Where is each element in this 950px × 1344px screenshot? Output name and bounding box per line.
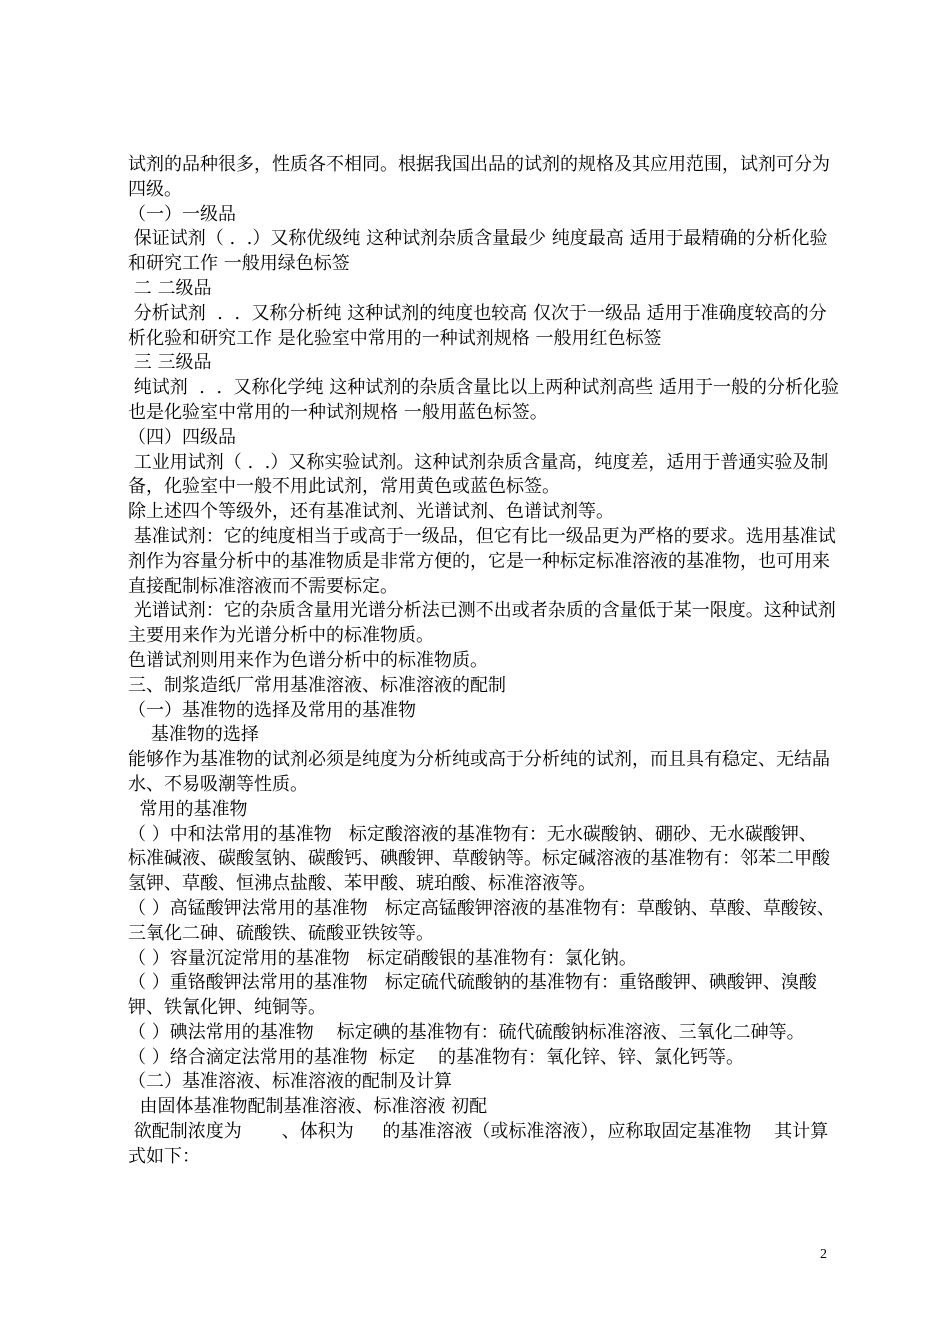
list-item: （ ）重铬酸钾法常用的基准物 标定硫代硫酸钠的基准物有：重铬酸钾、碘酸钾、溴酸钾、铁氰化钾、纯铜等。 xyxy=(128,972,817,1019)
section-heading: （二）基准溶液、标准溶液的配制及计算 xyxy=(128,1071,452,1093)
list-item: （ ）络合滴定法常用的基准物 标定 的基准物有：氧化锌、锌、氯化钙等。 xyxy=(128,1046,745,1068)
section-heading: 二 二级品 xyxy=(128,277,212,299)
paragraph: 工业用试剂（ . .）又称实验试剂。这种试剂杂质含量高，纯度差，适用于普通实验及制备，化验室中一般不用此试剂，常用黄色或蓝色标签。 xyxy=(128,451,829,498)
subsection-heading: 常用的基准物 xyxy=(128,798,248,820)
paragraph: 基准试剂：它的纯度相当于或高于一级品，但它有比一级品更为严格的要求。选用基准试剂作为容量分析中的基准物质是非常方便的，它是一种标定标准溶液的基准物，也可用来直接配制标准溶液而不需要标定。 xyxy=(128,525,836,597)
page-number: 2 xyxy=(820,1247,827,1262)
paragraph: 纯试剂 . . 又称化学纯 这种试剂的杂质含量比以上两种试剂高些 适用于一般的分析化验 也是化验室中常用的一种试剂规格 一般用蓝色标签。 xyxy=(128,377,845,423)
document-body xyxy=(128,153,845,1170)
paragraph: 除上述四个等级外，还有基准试剂、光谱试剂、色谱试剂等。 xyxy=(128,501,614,523)
subsection-heading: 基准物的选择 xyxy=(128,724,259,746)
paragraph: 欲配制浓度为 、体积为 的基准溶液（或标准溶液），应称取固定基准物 其计算式如下： xyxy=(128,1121,829,1167)
paragraph: 能够作为基准物的试剂必须是纯度为分析纯或高于分析纯的试剂，而且具有稳定、无结晶水、不易吸潮等性质。 xyxy=(128,749,830,795)
list-item: （ ）高锰酸钾法常用的基准物 标定高锰酸钾溶液的基准物有：草酸钠、草酸、草酸铵、三氧化二砷、硫酸铁、硫酸亚铁铵等。 xyxy=(128,897,835,944)
paragraph: 保证试剂（ . .）又称优级纯 这种试剂杂质含量最少 纯度最高 适用于最精确的分析化验和研究工作 一般用绿色标签 xyxy=(128,228,828,275)
section-heading: 三 三级品 xyxy=(128,352,212,374)
paragraph: 分析试剂 . . 又称分析纯 这种试剂的纯度也较高 仅次于一级品 适用于准确度较高的分析化验和研究工作 是化验室中常用的一种试剂规格 一般用红色标签 xyxy=(128,302,827,349)
section-heading: （四）四级品 xyxy=(128,426,236,448)
section-heading: （一）基准物的选择及常用的基准物 xyxy=(128,699,416,721)
paragraph: 试剂的品种很多，性质各不相同。根据我国出品的试剂的规格及其应用范围，试剂可分为四级。 xyxy=(128,154,830,200)
list-item: （ ）容量沉淀常用的基准物 标定硝酸银的基准物有：氯化钠。 xyxy=(128,947,637,969)
subsection-heading: 由固体基准物配制基准溶液、标准溶液 初配 xyxy=(128,1096,488,1118)
paragraph: 色谱试剂则用来作为色谱分析中的标准物质。 xyxy=(128,649,488,671)
list-item: （ ）中和法常用的基准物 标定酸溶液的基准物有：无水碳酸钠、硼砂、无水碳酸钾、 标准碱液、碳酸氢钠、碳酸钙、碘酸钾、草酸钠等。标定碱溶液的基准物有：邻苯二甲酸氢钾、草酸、恒沸点盐酸、苯甲酸、琥珀酸、标准溶液等。 xyxy=(128,823,830,895)
paragraph: 光谱试剂：它的杂质含量用光谱分析法已测不出或者杂质的含量低于某一限度。这种试剂主要用来作为光谱分析中的标准物质。 xyxy=(128,600,836,647)
section-heading: 三、制浆造纸厂常用基准溶液、标准溶液的配制 xyxy=(128,674,506,696)
list-item: （ ）碘法常用的基准物 标定碘的基准物有：硫代硫酸钠标准溶液、三氧化二砷等。 xyxy=(128,1021,805,1043)
section-heading: （一）一级品 xyxy=(128,203,236,225)
